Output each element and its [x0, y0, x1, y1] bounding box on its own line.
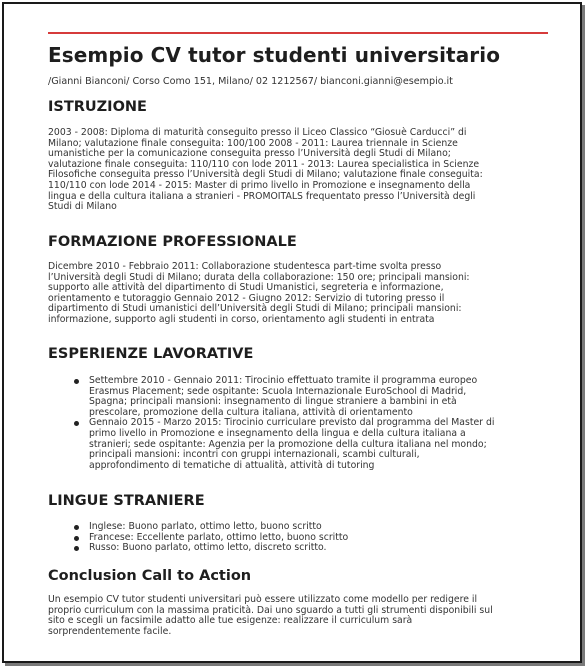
- list-item: Russo: Buono parlato, ottimo letto, discreto scritto.: [74, 543, 554, 554]
- list-item: [74, 376, 554, 418]
- section-heading-esperienze: ESPERIENZE LAVORATIVE: [48, 346, 254, 362]
- section-heading-conclusion: Conclusion Call to Action: [48, 568, 252, 584]
- text-line: primo livello in Promozione e insegnamento della lingua e della cultura italiana a: [89, 427, 466, 439]
- text-line: sorprendentemente facile.: [48, 625, 172, 637]
- list-item: [74, 418, 554, 471]
- list-item: Francese: Eccellente parlato, ottimo letto, buono scritto: [74, 533, 554, 544]
- cv-page: [2, 2, 582, 663]
- text-line: Milano; valutazione finale conseguita: 100/100 2008 - 2011: Laurea triennale in Scienze: [48, 137, 458, 149]
- text-line: proprio curriculum con la massima praticità. Dai uno sguardo a tutti gli strumenti disponibili sul: [48, 604, 493, 616]
- text-line: Gennaio 2015 - Marzo 2015: Tirocinio curriculare previsto dal programma del Master di: [89, 417, 495, 429]
- text-line: approfondimento di tematiche di attualità, attività di tutoring: [89, 459, 375, 471]
- section-heading-lingue: LINGUE STRANIERE: [48, 493, 205, 509]
- accent-rule: [48, 32, 548, 34]
- text-line: stranieri; sede ospitante: Agenzia per la promozione della cultura italiana nel mondo;: [89, 438, 487, 450]
- section-heading-formazione: FORMAZIONE PROFESSIONALE: [48, 234, 297, 250]
- text-line: umanistiche per la comunicazione conseguita presso l’Università degli Studi di Milano;: [48, 148, 451, 160]
- text-line: sito e scegli un facsimile adatto alle tue esigenze: realizzare il curriculum sarà: [48, 615, 413, 627]
- text-line: supporto alle attività del dipartimento di Studi Umanistici, segreteria e informazione,: [48, 282, 444, 294]
- text-line: 2003 - 2008: Diploma di maturità conseguito presso il Liceo Classico “Giosuè Carducci” di: [48, 127, 467, 138]
- contact-line: /Gianni Bianconi/ Corso Como 151, Milano/ 02 1212567/ bianconi.gianni@esempio.it: [48, 76, 453, 87]
- text-line: 110/110 con lode 2014 - 2015: Master di primo livello in Promozione e insegnamento della: [48, 179, 471, 191]
- text-line: dipartimento di Studi umanistici dell’Università degli Studi di Milano; principali mansioni:: [48, 303, 462, 315]
- section-heading-istruzione: ISTRUZIONE: [48, 99, 147, 115]
- text-line: Filosofiche conseguita presso l’Università degli Studi di Milano; valutazione finale conseguita:: [48, 169, 483, 181]
- text-line: Dicembre 2010 - Febbraio 2011: Collaborazione studentesca part-time svolta presso: [48, 261, 442, 272]
- list-item: Inglese: Buono parlato, ottimo letto, buono scritto: [74, 522, 554, 533]
- section-body-formazione: [48, 262, 553, 326]
- languages-list: [74, 522, 554, 554]
- text-line: principali mansioni: incontri con gruppi internazionali, scambi culturali,: [89, 449, 420, 461]
- text-line: l’Università degli Studi di Milano; durata della collaborazione: 150 ore; principali mansioni:: [48, 271, 470, 283]
- text-line: Erasmus Placement; sede ospitante: Scuola Internazionale EuroSchool di Madrid,: [89, 385, 467, 397]
- text-line: Studi di Milano: [48, 201, 117, 213]
- text-line: Spagna; principali mansioni: insegnamento di lingue straniere a bambini in età: [89, 396, 457, 408]
- text-line: prescolare, promozione della cultura italiana, attività di orientamento: [89, 406, 413, 418]
- text-line: valutazione finale conseguita: 110/110 con lode 2011 - 2013: Laurea specialistica in Scienze: [48, 158, 480, 170]
- section-body-conclusion: [48, 595, 553, 637]
- text-line: Settembre 2010 - Gennaio 2011: Tirocinio effettuato tramite il programma europeo: [89, 375, 478, 386]
- text-line: orientamento e tutoraggio Gennaio 2012 - Giugno 2012: Servizio di tutoring presso il: [48, 292, 445, 304]
- text-line: Un esempio CV tutor studenti universitari può essere utilizzato come modello per redigere il: [48, 594, 478, 605]
- experience-list: [74, 376, 554, 471]
- text-line: informazione, supporto agli studenti in corso, orientamento agli studenti in entrata: [48, 313, 435, 325]
- section-body-istruzione: [48, 128, 553, 213]
- text-line: lingua e della cultura italiana a stranieri - PROMOITALS frequentato presso l’Università degli: [48, 190, 476, 202]
- document-title: Esempio CV tutor studenti universitario: [48, 43, 501, 67]
